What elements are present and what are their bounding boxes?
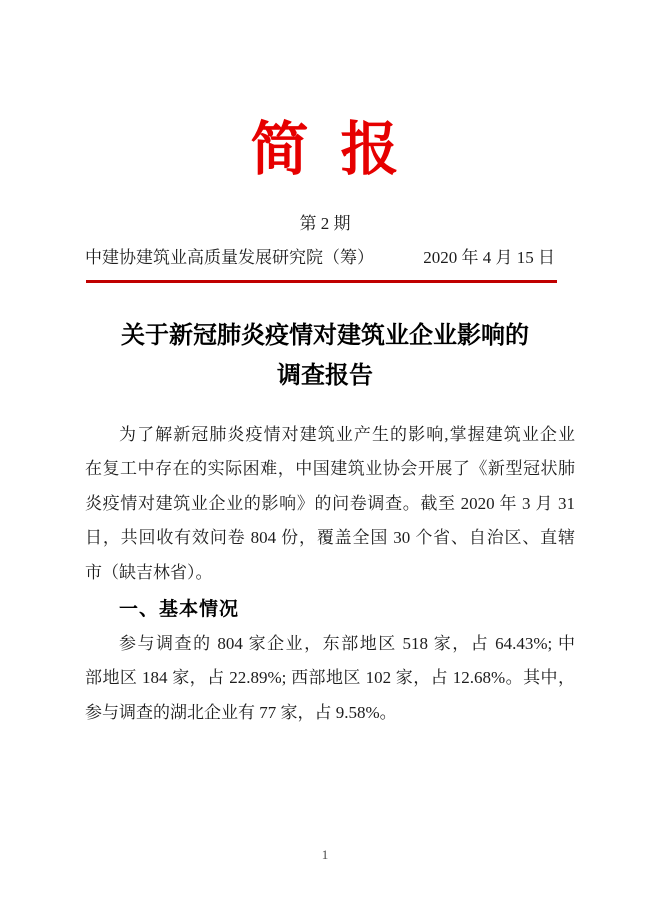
paragraph-line: 在复工中存在的实际困难，中国建筑业协会开展了《新型冠状肺 <box>85 459 575 479</box>
paragraph-intro <box>85 418 575 590</box>
paragraph-line: 参与调查的湖北企业有 77 家，占 9.58%。 <box>85 702 397 722</box>
issue-date: 2020 年 4 月 15 日 <box>423 248 555 267</box>
section-heading: 一、基本情况 <box>119 599 240 621</box>
masthead-title: 简 报 <box>250 117 400 182</box>
paragraph-line: 市（缺吉林省）。 <box>85 562 213 582</box>
paragraph-line: 参与调查的 804 家企业，东部地区 518 家，占 64.43%; 中 <box>119 634 575 654</box>
document-body <box>85 418 575 730</box>
paragraph-line: 炎疫情对建筑业企业的影响》的问卷调查。截至 2020 年 3 月 31 <box>85 493 575 513</box>
page-number: 1 <box>321 847 329 862</box>
organization-name: 中建协建筑业高质量发展研究院（筹） <box>85 248 374 267</box>
report-title-line-2: 调查报告 <box>277 363 373 389</box>
paragraph-basic-situation <box>85 627 575 730</box>
report-title <box>0 316 650 396</box>
header-row <box>85 245 555 271</box>
paragraph-line: 为了解新冠肺炎疫情对建筑业产生的影响,掌握建筑业企业 <box>119 425 575 444</box>
issue-number: 第 2 期 <box>299 214 351 233</box>
red-divider-rule <box>86 280 557 283</box>
paragraph-line: 日，共回收有效问卷 804 份，覆盖全国 30 个省、自治区、直辖 <box>85 528 575 548</box>
paragraph-line: 部地区 184 家，占 22.89%; 西部地区 102 家，占 12.68%。其中， <box>85 668 575 688</box>
report-title-line-1: 关于新冠肺炎疫情对建筑业企业影响的 <box>121 323 529 349</box>
